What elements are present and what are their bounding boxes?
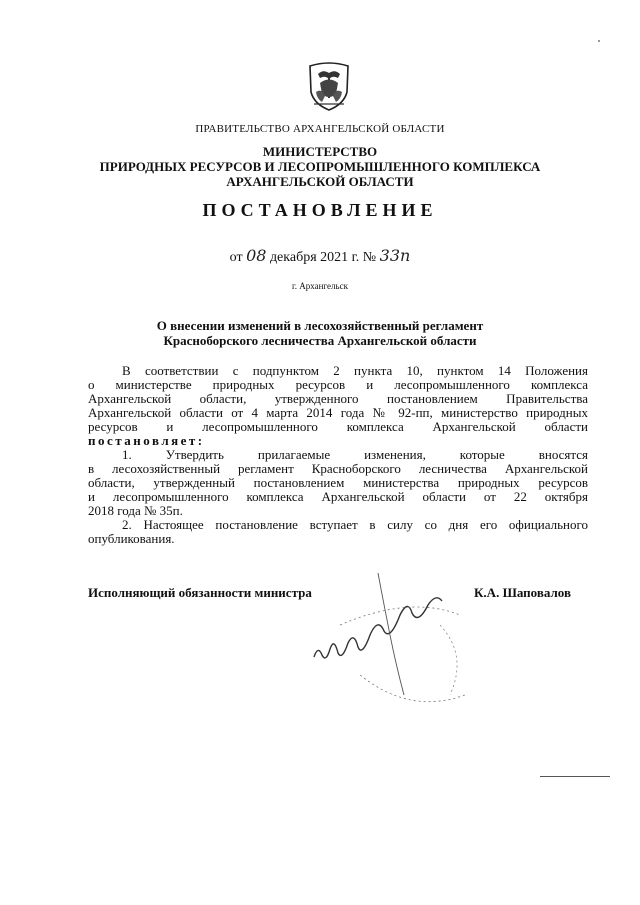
document-subject — [0, 318, 640, 348]
date-rest: декабря 2021 г. № — [269, 250, 377, 265]
handwritten-signature — [300, 565, 470, 725]
text-line: Архангельской области, утвержденного постановлением Правительства — [88, 391, 588, 406]
signatory-role: Исполняющий обязанности министра — [88, 585, 312, 600]
date-day-handwritten: 08 — [246, 246, 267, 265]
subject-line-2: Красноборского лесничества Архангельской области — [163, 333, 477, 348]
text-line: о министерстве природных ресурсов и лесопромышленного комплекса — [88, 377, 588, 392]
document-number-handwritten: 33п — [379, 246, 411, 265]
scan-speck — [598, 40, 600, 42]
signatory-name: К.А. Шаповалов — [474, 585, 571, 600]
decree-word: постановляет: — [88, 433, 205, 448]
document-title: ПОСТАНОВЛЕНИЕ — [202, 200, 438, 220]
date-line — [0, 246, 640, 266]
item-2 — [88, 518, 588, 546]
text-line: 1. Утвердить прилагаемые изменения, которые вносятся — [122, 447, 588, 462]
item-1 — [88, 448, 588, 518]
paragraph-preamble — [88, 364, 588, 448]
text-line: и лесопромышленного комплекса Архангельской области от 22 октября — [88, 489, 588, 504]
text-line: ресурсов и лесопромышленного комплекса Архангельской области — [88, 419, 588, 434]
text-line: В соответствии с подпунктом 2 пункта 10, пунктом 14 Положения — [122, 363, 588, 378]
subject-line-1: О внесении изменений в лесохозяйственный регламент — [156, 318, 484, 333]
city: г. Архангельск — [292, 281, 348, 291]
text-line: 2018 года № 35п. — [88, 503, 183, 518]
ministry-line-3: АРХАНГЕЛЬСКОЙ ОБЛАСТИ — [226, 174, 414, 189]
government-name: ПРАВИТЕЛЬСТВО АРХАНГЕЛЬСКОЙ ОБЛАСТИ — [195, 123, 445, 135]
ministry-line-2: ПРИРОДНЫХ РЕСУРСОВ И ЛЕСОПРОМЫШЛЕННОГО КОМПЛЕКСА — [99, 159, 541, 174]
ministry-name — [0, 144, 640, 189]
date-prefix: от — [229, 250, 243, 265]
text-line: в лесохозяйственный регламент Красноборского лесничества Архангельской — [88, 461, 588, 476]
text-line: области, утвержденный постановлением министерства природных ресурсов — [88, 475, 588, 490]
text-line: Архангельской области от 4 марта 2014 года № 92-пп, министерство природных — [88, 405, 588, 420]
text-line: опубликования. — [88, 531, 175, 546]
text-line: 2. Настоящее постановление вступает в силу со дня его официального — [122, 517, 588, 532]
coat-of-arms-icon — [300, 58, 358, 114]
scan-artifact-line — [540, 776, 610, 777]
ministry-line-1: МИНИСТЕРСТВО — [262, 144, 378, 159]
